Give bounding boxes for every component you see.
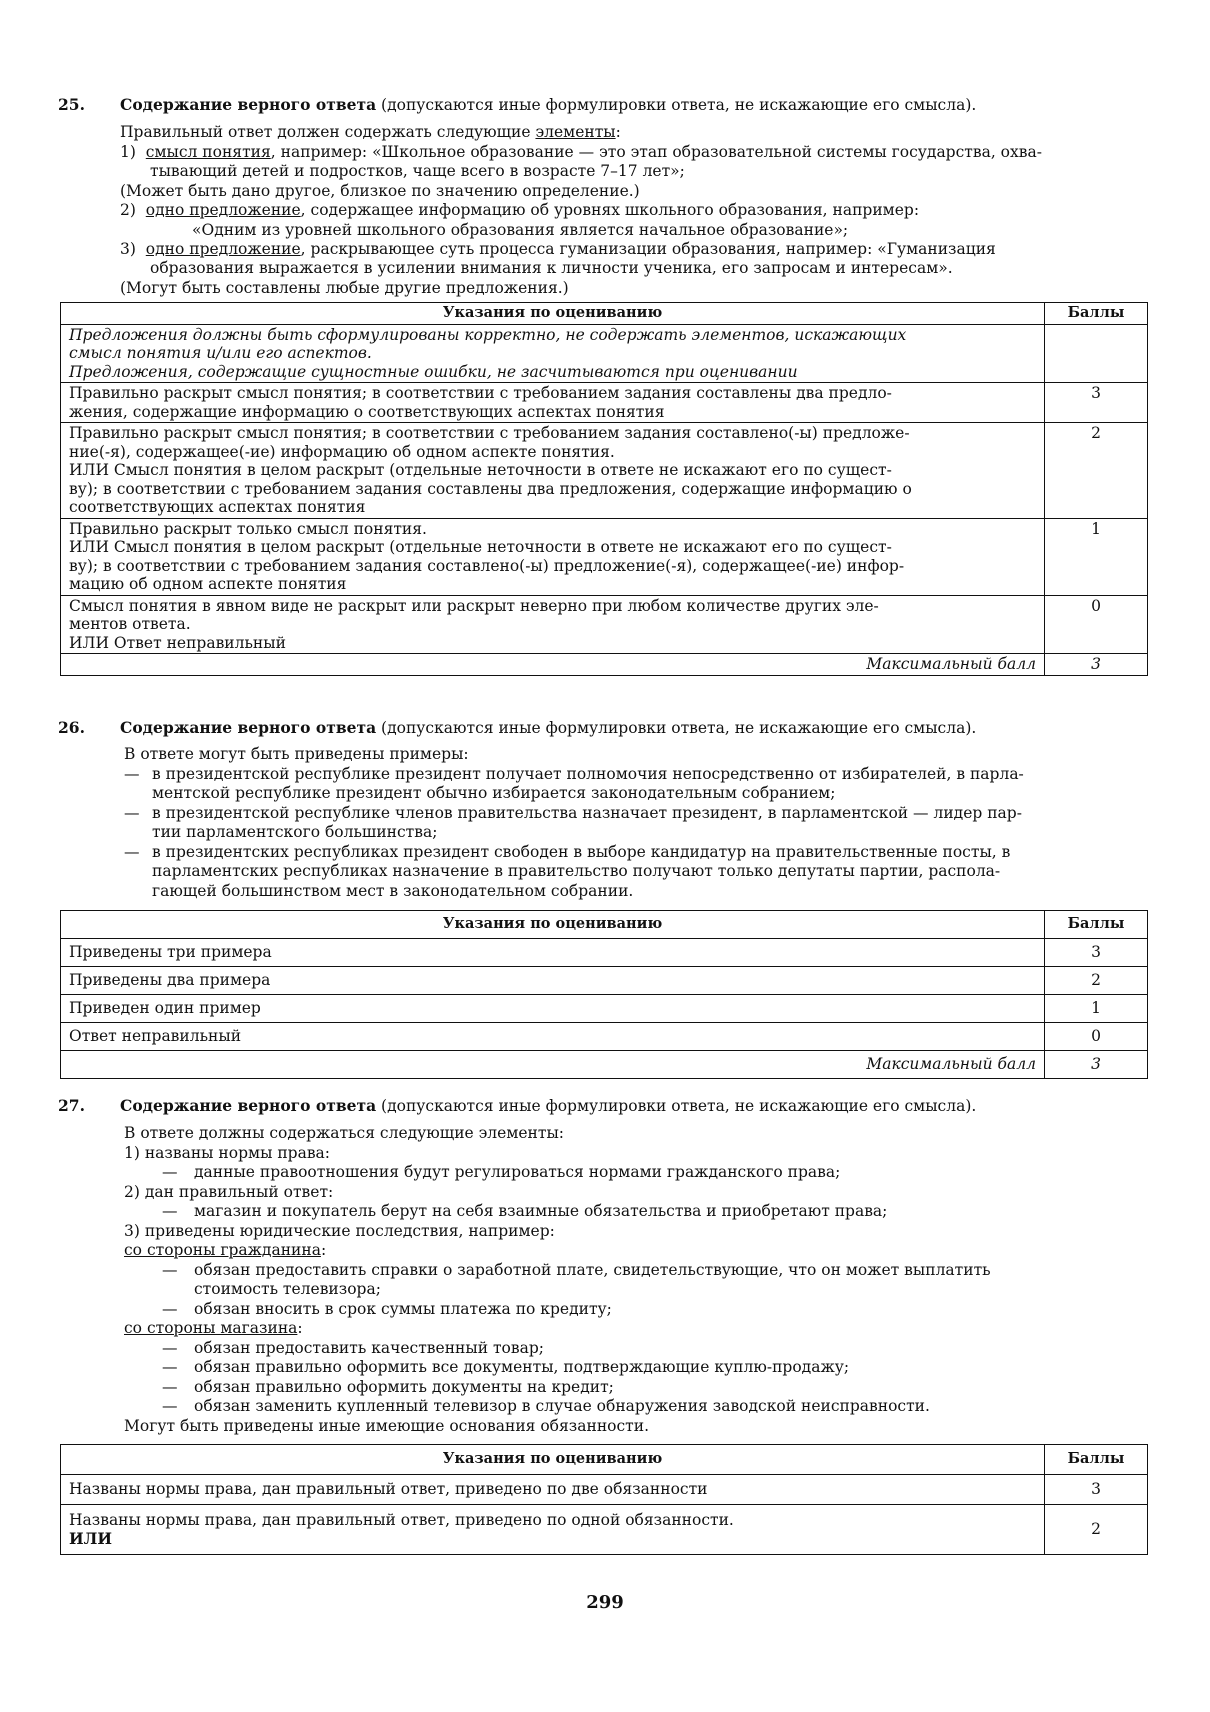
header-criteria: Указания по оцениванию xyxy=(61,1445,1045,1475)
t25-note: (Могут быть составлены любые другие предложения.) xyxy=(120,279,569,297)
max-score-label: Максимальный балл xyxy=(61,654,1045,676)
points-value: 3 xyxy=(1045,1475,1148,1505)
t27-citizen-duty-1-cont: стоимость телевизора; xyxy=(194,1280,381,1298)
header-points: Баллы xyxy=(1045,303,1148,325)
table-row xyxy=(61,595,1148,654)
points-value: 3 xyxy=(1045,383,1148,423)
bullet-dash: — xyxy=(162,1397,178,1415)
t27-shop-duty-1: обязан предоставить качественный товар; xyxy=(194,1339,544,1357)
header-points: Баллы xyxy=(1045,1445,1148,1475)
bullet-dash: — xyxy=(162,1339,178,1357)
task-number: 25. xyxy=(58,95,85,114)
points-value: 2 xyxy=(1045,423,1148,519)
criteria-text: Приведен один пример xyxy=(61,995,1045,1023)
table-row xyxy=(61,1023,1148,1051)
t26-example-3-cont: парламентских республиках назначение в правительство получают только депутаты партии, распола- xyxy=(152,862,1001,880)
t25-element-2-cont: «Одним из уровней школьного образования является начальное образование»; xyxy=(192,221,849,239)
criteria-text: Смысл понятия в явном виде не раскрыт или раскрыт неверно при любом количестве других эле- ментов ответа. ИЛИ Ответ неправильный xyxy=(61,595,1045,654)
t27-citizen-duty-2: обязан вносить в срок суммы платежа по кредиту; xyxy=(194,1300,612,1318)
points-value: 2 xyxy=(1045,1505,1148,1555)
points-value: 1 xyxy=(1045,995,1148,1023)
t27-shop-duty-4: обязан заменить купленный телевизор в случае обнаружения заводской неисправности. xyxy=(194,1397,930,1415)
table-header-row xyxy=(61,1445,1148,1475)
table-max-row xyxy=(61,1051,1148,1079)
task-number: 27. xyxy=(58,1096,85,1115)
table-max-row xyxy=(61,654,1148,676)
bullet-dash: — xyxy=(162,1261,178,1279)
table-row xyxy=(61,324,1148,383)
max-score-value: 3 xyxy=(1045,1051,1148,1079)
task-heading: Содержание верного ответа (допускаются иные формулировки ответа, не искажающие его смысла). xyxy=(120,718,977,737)
table-row xyxy=(61,1505,1148,1555)
t27-element-1: 1) названы нормы права: xyxy=(124,1144,331,1162)
table-row xyxy=(61,518,1148,595)
table-header-row xyxy=(61,303,1148,325)
header-criteria: Указания по оцениванию xyxy=(61,911,1045,939)
criteria-text: Приведены три примера xyxy=(61,939,1045,967)
task-number: 26. xyxy=(58,718,85,737)
criteria-text: Приведены два примера xyxy=(61,967,1045,995)
t25-grading-table xyxy=(60,302,1148,676)
t26-grading-table xyxy=(60,910,1148,1079)
table-row xyxy=(61,1475,1148,1505)
header-criteria: Указания по оцениванию xyxy=(61,303,1045,325)
points-value: 3 xyxy=(1045,939,1148,967)
t27-citizen-duty-1: обязан предоставить справки о заработной плате, свидетельствующие, что он может выплатить xyxy=(194,1261,991,1279)
table-row xyxy=(61,423,1148,519)
t25-element-3-cont: образования выражается в усилении внимания к личности ученика, его запросам и интересам». xyxy=(150,259,953,277)
bullet-dash: — xyxy=(162,1202,178,1220)
table-row xyxy=(61,995,1148,1023)
max-score-value: 3 xyxy=(1045,654,1148,676)
bullet-dash: — xyxy=(124,843,140,861)
t26-example-2: в президентской республике членов правительства назначает президент, в парламентской — лидер пар- xyxy=(152,804,1022,822)
bullet-dash: — xyxy=(162,1358,178,1376)
t26-example-1-cont: ментской республике президент обычно избирается законодательным собранием; xyxy=(152,784,836,802)
t27-grading-table xyxy=(60,1444,1148,1555)
t25-element-1-note: (Может быть дано другое, близкое по значению определение.) xyxy=(120,182,640,200)
task-heading: Содержание верного ответа (допускаются иные формулировки ответа, не искажающие его смысла). xyxy=(120,1096,977,1115)
header-points: Баллы xyxy=(1045,911,1148,939)
bullet-dash: — xyxy=(162,1300,178,1318)
t27-element-3: 3) приведены юридические последствия, например: xyxy=(124,1222,555,1240)
t27-shop-heading: со стороны магазина: xyxy=(124,1319,303,1337)
points-value: 1 xyxy=(1045,518,1148,595)
t27-shop-duty-2: обязан правильно оформить все документы, подтверждающие куплю-продажу; xyxy=(194,1358,850,1376)
t27-note: Могут быть приведены иные имеющие основания обязанности. xyxy=(124,1417,649,1435)
bullet-dash: — xyxy=(162,1163,178,1181)
bullet-dash: — xyxy=(124,765,140,783)
criteria-instructions: Предложения должны быть сформулированы корректно, не содержать элементов, искажающих смысл понятия и/или его аспектов. Предложения, содержащие сущностные ошибки, не засчитываются при оценивании xyxy=(61,324,1045,383)
criteria-text: Правильно раскрыт смысл понятия; в соответствии с требованием задания составлено(-ы) предложе- ние(-я), содержащее(-ие) информацию об одном аспекте понятия. ИЛИ Смысл понятия в целом раскрыт (отдельные неточности в ответе не искажают его по сущест- ву); в соответствии с требованием задания составлены два предложения, содержащие информацию о соответствующих аспектах понятия xyxy=(61,423,1045,519)
bullet-dash: — xyxy=(124,804,140,822)
bullet-dash: — xyxy=(162,1378,178,1396)
points-value: 2 xyxy=(1045,967,1148,995)
t27-citizen-heading: со стороны гражданина: xyxy=(124,1241,327,1259)
task-heading: Содержание верного ответа (допускаются иные формулировки ответа, не искажающие его смысла). xyxy=(120,95,977,114)
table-row xyxy=(61,383,1148,423)
t25-element-3: 3) одно предложение, раскрывающее суть процесса гуманизации образования, например: «Гуманизация xyxy=(120,240,996,258)
table-header-row xyxy=(61,911,1148,939)
t26-example-2-cont: тии парламентского большинства; xyxy=(152,823,438,841)
criteria-text: Правильно раскрыт смысл понятия; в соответствии с требованием задания составлены два предло- жения, содержащие информацию о соответствующих аспектах понятия xyxy=(61,383,1045,423)
table-row xyxy=(61,939,1148,967)
t26-example-1: в президентской республике президент получает полномочия непосредственно от избирателей, в парла- xyxy=(152,765,1024,783)
t25-element-1-cont: тывающий детей и подростков, чаще всего в возрасте 7–17 лет»; xyxy=(150,162,685,180)
t27-element-2-detail: магазин и покупатель берут на себя взаимные обязательства и приобретают права; xyxy=(194,1202,888,1220)
t25-intro: Правильный ответ должен содержать следующие элементы: xyxy=(120,123,621,141)
criteria-text: Названы нормы права, дан правильный ответ, приведено по одной обязанности. ИЛИ xyxy=(61,1505,1045,1555)
points-value: 0 xyxy=(1045,1023,1148,1051)
t25-element-1: 1) смысл понятия, например: «Школьное образование — это этап образовательной системы государства, охва- xyxy=(120,143,1042,161)
page-number: 299 xyxy=(586,1592,624,1613)
t26-example-3: в президентских республиках президент свободен в выборе кандидатур на правительственные посты, в xyxy=(152,843,1011,861)
t27-intro: В ответе должны содержаться следующие элементы: xyxy=(124,1124,565,1142)
criteria-text: Ответ неправильный xyxy=(61,1023,1045,1051)
max-score-label: Максимальный балл xyxy=(61,1051,1045,1079)
t25-element-2: 2) одно предложение, содержащее информацию об уровнях школьного образования, например: xyxy=(120,201,920,219)
points-value: 0 xyxy=(1045,595,1148,654)
table-row xyxy=(61,967,1148,995)
t26-intro: В ответе могут быть приведены примеры: xyxy=(124,745,469,763)
t26-example-3-cont: гающей большинством мест в законодательном собрании. xyxy=(152,882,634,900)
criteria-text: Правильно раскрыт только смысл понятия. ИЛИ Смысл понятия в целом раскрыт (отдельные неточности в ответе не искажают его по сущест- ву); в соответствии с требованием задания составлено(-ы) предложение(-я), содержащее(-ие) инфор- мацию об одном аспекте понятия xyxy=(61,518,1045,595)
criteria-text: Названы нормы права, дан правильный ответ, приведено по две обязанности xyxy=(61,1475,1045,1505)
t27-element-2: 2) дан правильный ответ: xyxy=(124,1183,334,1201)
t27-shop-duty-3: обязан правильно оформить документы на кредит; xyxy=(194,1378,614,1396)
t27-element-1-detail: данные правоотношения будут регулироваться нормами гражданского права; xyxy=(194,1163,841,1181)
